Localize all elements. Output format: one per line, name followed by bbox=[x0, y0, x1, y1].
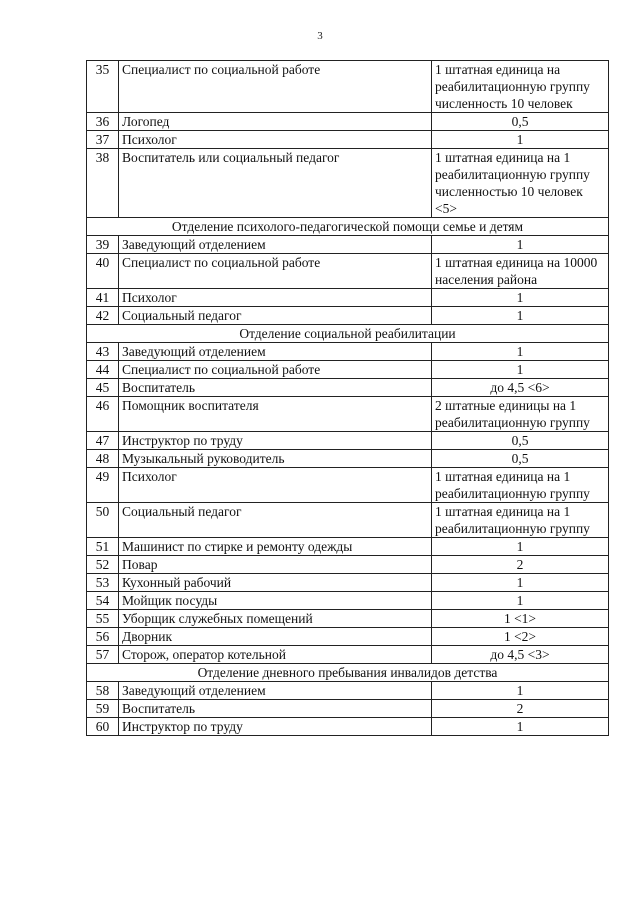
table-row bbox=[87, 432, 609, 450]
staff-units: 1 bbox=[432, 361, 609, 379]
staff-units: 1 штатная единица на 10000 населения района bbox=[432, 254, 609, 289]
row-number: 43 bbox=[87, 343, 119, 361]
table-row bbox=[87, 236, 609, 254]
staff-units: 1 штатная единица на 1 реабилитационную группу численностью 10 человек <5> bbox=[432, 149, 609, 218]
table-row bbox=[87, 700, 609, 718]
table-row bbox=[87, 397, 609, 432]
table-row bbox=[87, 307, 609, 325]
table-row bbox=[87, 450, 609, 468]
row-number: 39 bbox=[87, 236, 119, 254]
table-row bbox=[87, 289, 609, 307]
row-number: 41 bbox=[87, 289, 119, 307]
table-row bbox=[87, 254, 609, 289]
staff-units: 1 штатная единица на 1 реабилитационную группу bbox=[432, 503, 609, 538]
position-name: Социальный педагог bbox=[119, 307, 432, 325]
table-row bbox=[87, 718, 609, 736]
staff-units: 1 bbox=[432, 307, 609, 325]
position-name: Специалист по социальной работе bbox=[119, 61, 432, 113]
row-number: 58 bbox=[87, 682, 119, 700]
staff-units: 1 bbox=[432, 131, 609, 149]
staff-units: 1 bbox=[432, 236, 609, 254]
row-number: 40 bbox=[87, 254, 119, 289]
position-name: Воспитатель bbox=[119, 700, 432, 718]
position-name: Инструктор по труду bbox=[119, 718, 432, 736]
position-name: Социальный педагог bbox=[119, 503, 432, 538]
table-row bbox=[87, 131, 609, 149]
staff-units: 1 bbox=[432, 289, 609, 307]
staff-units: до 4,5 <6> bbox=[432, 379, 609, 397]
table-row bbox=[87, 468, 609, 503]
table-row bbox=[87, 61, 609, 113]
position-name: Сторож, оператор котельной bbox=[119, 646, 432, 664]
staff-units: до 4,5 <3> bbox=[432, 646, 609, 664]
position-name: Повар bbox=[119, 556, 432, 574]
row-number: 49 bbox=[87, 468, 119, 503]
staff-units: 1 <2> bbox=[432, 628, 609, 646]
staff-units: 1 bbox=[432, 538, 609, 556]
row-number: 38 bbox=[87, 149, 119, 218]
position-name: Специалист по социальной работе bbox=[119, 254, 432, 289]
table-row bbox=[87, 682, 609, 700]
position-name: Заведующий отделением bbox=[119, 682, 432, 700]
table-row bbox=[87, 628, 609, 646]
row-number: 47 bbox=[87, 432, 119, 450]
position-name: Воспитатель или социальный педагог bbox=[119, 149, 432, 218]
row-number: 55 bbox=[87, 610, 119, 628]
row-number: 51 bbox=[87, 538, 119, 556]
row-number: 46 bbox=[87, 397, 119, 432]
table-row bbox=[87, 556, 609, 574]
row-number: 60 bbox=[87, 718, 119, 736]
row-number: 42 bbox=[87, 307, 119, 325]
position-name: Заведующий отделением bbox=[119, 343, 432, 361]
staff-units: 1 штатная единица на реабилитационную группу численность 10 человек bbox=[432, 61, 609, 113]
row-number: 35 bbox=[87, 61, 119, 113]
table-row bbox=[87, 503, 609, 538]
position-name: Логопед bbox=[119, 113, 432, 131]
row-number: 48 bbox=[87, 450, 119, 468]
row-number: 45 bbox=[87, 379, 119, 397]
staff-units: 2 штатные единицы на 1 реабилитационную группу bbox=[432, 397, 609, 432]
row-number: 57 bbox=[87, 646, 119, 664]
staffing-table-body bbox=[87, 61, 609, 736]
row-number: 53 bbox=[87, 574, 119, 592]
section-header-row bbox=[87, 218, 609, 236]
row-number: 36 bbox=[87, 113, 119, 131]
row-number: 37 bbox=[87, 131, 119, 149]
section-header-row bbox=[87, 664, 609, 682]
staff-units: 2 bbox=[432, 700, 609, 718]
staff-units: 0,5 bbox=[432, 432, 609, 450]
table-row bbox=[87, 592, 609, 610]
page-number: 3 bbox=[317, 30, 323, 42]
row-number: 56 bbox=[87, 628, 119, 646]
staff-units: 0,5 bbox=[432, 113, 609, 131]
staff-units: 1 <1> bbox=[432, 610, 609, 628]
position-name: Специалист по социальной работе bbox=[119, 361, 432, 379]
row-number: 59 bbox=[87, 700, 119, 718]
staffing-table bbox=[86, 60, 609, 736]
section-header-row bbox=[87, 325, 609, 343]
table-row bbox=[87, 361, 609, 379]
table-row bbox=[87, 574, 609, 592]
staff-units: 1 bbox=[432, 682, 609, 700]
table-row bbox=[87, 379, 609, 397]
table-row bbox=[87, 113, 609, 131]
row-number: 44 bbox=[87, 361, 119, 379]
section-title: Отделение психолого-педагогической помощи семье и детям bbox=[87, 218, 609, 236]
position-name: Помощник воспитателя bbox=[119, 397, 432, 432]
position-name: Дворник bbox=[119, 628, 432, 646]
position-name: Машинист по стирке и ремонту одежды bbox=[119, 538, 432, 556]
position-name: Кухонный рабочий bbox=[119, 574, 432, 592]
table-row bbox=[87, 538, 609, 556]
table-row bbox=[87, 610, 609, 628]
staff-units: 1 bbox=[432, 592, 609, 610]
position-name: Мойщик посуды bbox=[119, 592, 432, 610]
position-name: Воспитатель bbox=[119, 379, 432, 397]
position-name: Психолог bbox=[119, 131, 432, 149]
staff-units: 2 bbox=[432, 556, 609, 574]
table-row bbox=[87, 149, 609, 218]
position-name: Инструктор по труду bbox=[119, 432, 432, 450]
position-name: Уборщик служебных помещений bbox=[119, 610, 432, 628]
position-name: Музыкальный руководитель bbox=[119, 450, 432, 468]
staff-units: 1 bbox=[432, 574, 609, 592]
position-name: Психолог bbox=[119, 468, 432, 503]
row-number: 52 bbox=[87, 556, 119, 574]
staff-units: 1 bbox=[432, 343, 609, 361]
position-name: Заведующий отделением bbox=[119, 236, 432, 254]
table-row bbox=[87, 343, 609, 361]
row-number: 54 bbox=[87, 592, 119, 610]
staff-units: 0,5 bbox=[432, 450, 609, 468]
staff-units: 1 штатная единица на 1 реабилитационную группу bbox=[432, 468, 609, 503]
table-row bbox=[87, 646, 609, 664]
position-name: Психолог bbox=[119, 289, 432, 307]
section-title: Отделение социальной реабилитации bbox=[87, 325, 609, 343]
row-number: 50 bbox=[87, 503, 119, 538]
staff-units: 1 bbox=[432, 718, 609, 736]
section-title: Отделение дневного пребывания инвалидов детства bbox=[87, 664, 609, 682]
